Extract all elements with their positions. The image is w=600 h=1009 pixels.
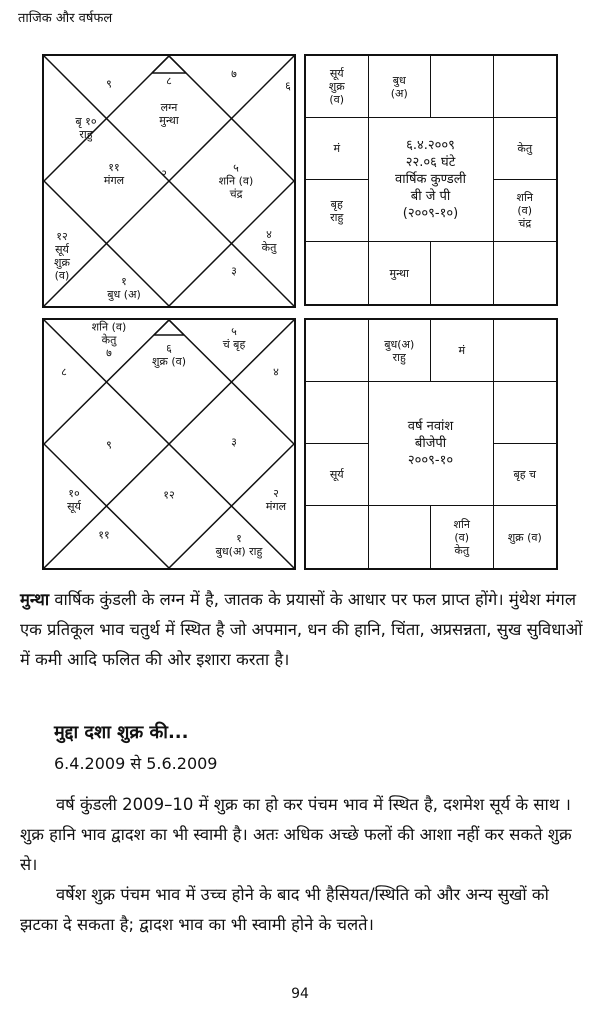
house-label: ९ — [106, 438, 112, 452]
house-label: ६ शुक्र (व) — [151, 342, 187, 368]
house-label: ३ — [231, 264, 237, 278]
grid-house: मं — [431, 320, 494, 382]
grid-house: मं — [306, 118, 369, 180]
grid-house — [494, 56, 557, 118]
house-label: १० सूर्य — [67, 487, 81, 513]
section-heading: मुद्दा दशा शुक्र की... — [54, 722, 189, 743]
grid-house: बृह राहु — [306, 180, 369, 242]
grid-house — [369, 506, 432, 568]
chart-center-info — [369, 118, 494, 242]
date-range: 6.4.2009 से 5.6.2009 — [54, 754, 218, 773]
house-label: बृ १० राहु — [75, 115, 97, 141]
house-label: ९ — [106, 77, 112, 91]
grid-house — [306, 320, 369, 382]
navansh-north-chart — [42, 318, 296, 570]
house-label: १२ सूर्य शुक्र (व) — [54, 230, 70, 282]
grid-house: शनि (व) चंद्र — [494, 180, 557, 242]
grid-house — [431, 56, 494, 118]
grid-house — [431, 242, 494, 304]
center-line: (२००९-१०) — [402, 206, 459, 221]
house-label: ८ — [166, 74, 172, 88]
paragraph-muntha-text: वार्षिक कुंडली के लग्न में है, जातक के प्रयासों के आधार पर फल प्राप्त होंगे। मुंथेश मंगल एक प्रतिकूल भाव चतुर्थ में स्थित है जो अपमान, धन की हानि, चिंता, अप्रसन्नता, सुख सुविधाओं में कमी आदि फलित की ओर इशारा करता है। — [20, 590, 583, 669]
house-label: लग्न मुन्था — [159, 101, 179, 127]
muntha-term: मुन्था — [20, 590, 50, 609]
house-label: ७ — [231, 67, 237, 81]
running-header: ताजिक और वर्षफल — [18, 11, 113, 26]
grid-house — [494, 320, 557, 382]
house-label: ५ चं बृह — [222, 325, 246, 351]
center-line: वर्ष नवांश — [407, 419, 454, 434]
house-label: ४ — [273, 365, 279, 379]
grid-house: मुन्था — [369, 242, 432, 304]
grid-house: केतु — [494, 118, 557, 180]
house-label: १२ — [163, 488, 175, 502]
grid-house — [306, 506, 369, 568]
house-label: ३ — [231, 435, 237, 449]
grid-house — [494, 242, 557, 304]
grid-house — [306, 242, 369, 304]
grid-house — [306, 382, 369, 444]
center-line: वार्षिक कुण्डली — [395, 172, 466, 187]
grid-house: सूर्य शुक्र (व) — [306, 56, 369, 118]
center-line: २००९-१० — [407, 453, 454, 468]
house-label: ८ — [61, 365, 67, 379]
center-line: २२.०६ घंटे — [405, 155, 456, 170]
grid-house — [494, 382, 557, 444]
chart-lines — [44, 56, 294, 306]
grid-house: सूर्य — [306, 444, 369, 506]
house-label: २ — [161, 167, 167, 181]
house-label: ५ शनि (व) चंद्र — [218, 161, 254, 201]
house-label: शनि (व) केतु ७ — [91, 320, 127, 360]
varshik-kundli-north-chart — [42, 54, 296, 308]
grid-house: शुक्र (व) — [507, 530, 542, 544]
house-label: ११ मंगल — [103, 161, 125, 187]
paragraph-varshesh: वर्षेश शुक्र पंचम भाव में उच्च होने के बाद भी हैसियत/स्थिति को और अन्य सुखों को झटका दे सकता है; द्वादश भाव का भी स्वामी होने के चलते। — [20, 885, 549, 934]
chart-center-info — [369, 382, 494, 506]
grid-house: बृह च — [494, 444, 557, 506]
house-label: ४ केतु — [261, 228, 277, 254]
varshik-kundli-grid — [304, 54, 558, 306]
house-label: १ बुध (अ) — [107, 275, 141, 301]
page-number: 94 — [291, 986, 309, 1002]
center-line: ६.४.२००९ — [406, 138, 455, 153]
paragraph-muntha — [20, 585, 586, 675]
house-label: २ मंगल — [265, 487, 287, 513]
grid-house: बुध(अ) राहु — [369, 320, 432, 382]
varsh-navansh-grid — [304, 318, 558, 570]
house-label: १ बुध(अ) राहु — [215, 532, 263, 558]
grid-house: बुध (अ) — [369, 56, 432, 118]
paragraph-shukra: वर्ष कुंडली 2009–10 में शुक्र का हो कर पंचम भाव में स्थित है, दशमेश सूर्य के साथ । शुक्र हानि भाव द्वादश का भी स्वामी है। अतः अधिक अच्छे फलों की आशा नहीं कर सकते शुक्र से। — [20, 795, 572, 874]
grid-house: शनि (व) केतु — [431, 506, 494, 568]
center-line: बीजेपी — [414, 436, 447, 451]
house-label: ६ — [285, 79, 291, 93]
house-label: ११ — [98, 528, 110, 542]
center-line: बी जे पी — [410, 189, 451, 204]
